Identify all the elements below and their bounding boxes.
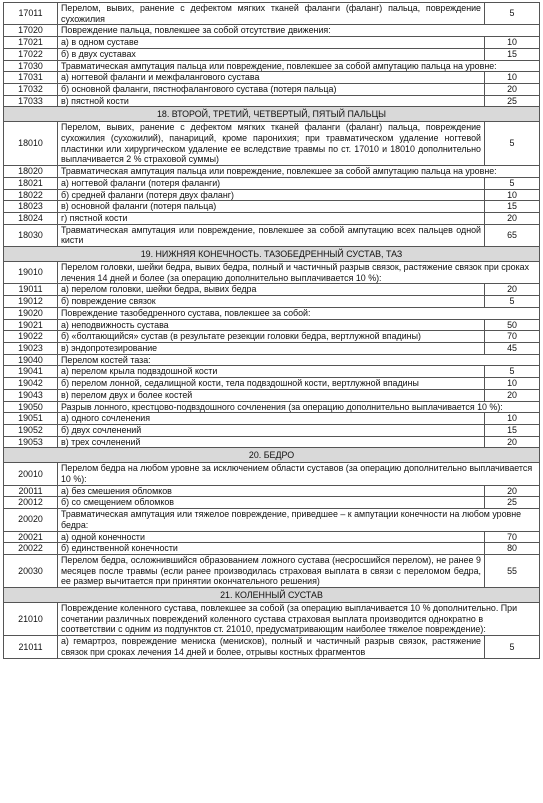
payment-percent: 5 [485, 296, 540, 308]
payment-percent: 25 [485, 497, 540, 509]
article-code: 19050 [4, 401, 58, 413]
article-code: 21010 [4, 603, 58, 636]
article-description: а) неподвижность сустава [58, 319, 485, 331]
article-code: 19043 [4, 389, 58, 401]
table-row [4, 95, 540, 107]
article-description: а) перелом крыла подвздошной кости [58, 366, 485, 378]
section-header-row [4, 107, 540, 122]
article-description: Травматическая ампутация или повреждение, повлекшее за собой ампутацию всех пальцев одной кисти [58, 224, 485, 246]
table-row [4, 83, 540, 95]
table-row [4, 284, 540, 296]
article-description: б) средней фаланги (потеря двух фаланг) [58, 189, 485, 201]
section-header-row [4, 247, 540, 262]
table-row [4, 636, 540, 658]
payment-percent: 15 [485, 424, 540, 436]
article-description: Травматическая ампутация пальца или повреждение, повлекшее за собой ампутацию пальца на уровне: [58, 60, 540, 72]
article-description: Перелом бедра на любом уровне за исключением области суставов (за операцию дополнительно выплачивается 10 %): [58, 463, 540, 485]
article-code: 19010 [4, 262, 58, 284]
payment-percent: 20 [485, 485, 540, 497]
article-description: в) пястной кости [58, 95, 485, 107]
article-description: Повреждение пальца, повлекшее за собой отсутствие движения: [58, 25, 540, 37]
payment-percent: 45 [485, 342, 540, 354]
article-description: Повреждение коленного сустава, повлекшее за собой (за операцию выплачивается 10 % дополнительно. При сочетании различных повреждений коленного сустава страховая выплата производится однократно в соответствии с одним из подпунктов ст. 21010, предусматривающим наиболее тяжелое повреждение): [58, 603, 540, 636]
article-description: в) эндопротезирование [58, 342, 485, 354]
table-row [4, 509, 540, 531]
article-code: 19053 [4, 436, 58, 448]
article-code: 17031 [4, 72, 58, 84]
article-description: Перелом бедра, осложнившийся образованием ложного сустава (несросшийся перелом), не ранее 9 месяцев после травмы (если ранее производилась страховая выплата в связи с переломом бедра, ее размер вычитается при принятии окончательного решения) [58, 554, 485, 587]
article-description: б) перелом лонной, седалищной кости, тела подвздошной кости, вертлужной впадины [58, 378, 485, 390]
table-row [4, 463, 540, 485]
payment-percent: 20 [485, 389, 540, 401]
section-title: 19. НИЖНЯЯ КОНЕЧНОСТЬ. ТАЗОБЕДРЕННЫЙ СУСТАВ, ТАЗ [4, 247, 540, 262]
payment-percent: 15 [485, 48, 540, 60]
table-row [4, 342, 540, 354]
payment-percent: 55 [485, 554, 540, 587]
table-row [4, 331, 540, 343]
payment-percent: 5 [485, 122, 540, 166]
table-row [4, 531, 540, 543]
article-description: а) ногтевой фаланги и межфалангового сустава [58, 72, 485, 84]
article-code: 20022 [4, 543, 58, 555]
table-row [4, 3, 540, 25]
section-header-row [4, 448, 540, 463]
table-row [4, 378, 540, 390]
payment-percent: 70 [485, 331, 540, 343]
article-code: 19041 [4, 366, 58, 378]
table-row [4, 25, 540, 37]
article-code: 19042 [4, 378, 58, 390]
article-code: 18022 [4, 189, 58, 201]
article-description: в) трех сочленений [58, 436, 485, 448]
article-code: 17021 [4, 37, 58, 49]
section-header-row [4, 588, 540, 603]
article-description: в) перелом двух и более костей [58, 389, 485, 401]
article-description: а) перелом головки, шейки бедра, вывих бедра [58, 284, 485, 296]
table-row [4, 366, 540, 378]
table-row [4, 224, 540, 246]
table-row [4, 262, 540, 284]
table-row [4, 424, 540, 436]
article-description: а) одной конечности [58, 531, 485, 543]
article-code: 19022 [4, 331, 58, 343]
article-code: 18024 [4, 212, 58, 224]
article-description: а) без смешения обломков [58, 485, 485, 497]
section-title: 18. ВТОРОЙ, ТРЕТИЙ, ЧЕТВЕРТЫЙ, ПЯТЫЙ ПАЛЬЦЫ [4, 107, 540, 122]
payment-percent: 50 [485, 319, 540, 331]
article-code: 20021 [4, 531, 58, 543]
payment-percent: 10 [485, 189, 540, 201]
article-description: а) в одном суставе [58, 37, 485, 49]
article-code: 18023 [4, 201, 58, 213]
article-code: 18020 [4, 166, 58, 178]
table-row [4, 543, 540, 555]
payment-percent: 10 [485, 37, 540, 49]
article-code: 19040 [4, 354, 58, 366]
article-code: 19012 [4, 296, 58, 308]
payment-percent: 70 [485, 531, 540, 543]
article-code: 19023 [4, 342, 58, 354]
table-row [4, 319, 540, 331]
payment-percent: 5 [485, 3, 540, 25]
payment-percent: 20 [485, 83, 540, 95]
table-row [4, 389, 540, 401]
table-row [4, 166, 540, 178]
payment-percent: 5 [485, 177, 540, 189]
table-row [4, 48, 540, 60]
table-row [4, 354, 540, 366]
table-row [4, 212, 540, 224]
table-row [4, 72, 540, 84]
injury-payment-table [3, 2, 540, 659]
table-row [4, 189, 540, 201]
table-row [4, 296, 540, 308]
article-description: б) «болтающийся» сустав (в результате резекции головки бедра, вертлужной впадины) [58, 331, 485, 343]
table-row [4, 401, 540, 413]
payment-percent: 5 [485, 636, 540, 658]
article-code: 17011 [4, 3, 58, 25]
table-row [4, 201, 540, 213]
article-code: 17022 [4, 48, 58, 60]
article-description: б) основной фаланги, пястнофалангового сустава (потеря пальца) [58, 83, 485, 95]
article-description: а) одного сочленения [58, 413, 485, 425]
table-row [4, 177, 540, 189]
table-row [4, 60, 540, 72]
article-code: 21011 [4, 636, 58, 658]
table-row [4, 122, 540, 166]
article-code: 20020 [4, 509, 58, 531]
payment-percent: 10 [485, 72, 540, 84]
payment-percent: 65 [485, 224, 540, 246]
article-code: 18021 [4, 177, 58, 189]
article-description: в) основной фаланги (потеря пальца) [58, 201, 485, 213]
table-row [4, 37, 540, 49]
payment-percent: 80 [485, 543, 540, 555]
article-description: Повреждение тазобедренного сустава, повлекшее за собой: [58, 307, 540, 319]
article-description: а) ногтевой фаланги (потеря фаланги) [58, 177, 485, 189]
article-code: 18030 [4, 224, 58, 246]
table-body [4, 3, 540, 659]
article-description: Травматическая ампутация пальца или повреждение, повлекшее за собой ампутацию пальца на уровне: [58, 166, 540, 178]
article-code: 19011 [4, 284, 58, 296]
article-description: б) повреждение связок [58, 296, 485, 308]
payment-percent: 5 [485, 366, 540, 378]
article-description: Перелом, вывих, ранение с дефектом мягких тканей фаланги (фаланг) пальца, повреждение сухожилия (сухожилий), панариций, кроме паронихия; при травматическом удаление ногтевой пластинки или хирургическом удаление ее вследствие травмы по ст. 17010 и 18010 дополнительно выплачивается 2 % страховой суммы) [58, 122, 485, 166]
article-description: Перелом, вывих, ранение с дефектом мягких тканей фаланги (фаланг) пальца, повреждение сухожилия [58, 3, 485, 25]
article-description: а) гемартроз, повреждение мениска (менисков), полный и частичный разрыв связок, растяжение связок при сроках лечения 14 дней и более, отрывы костных фрагментов [58, 636, 485, 658]
payment-percent: 20 [485, 436, 540, 448]
payment-percent: 25 [485, 95, 540, 107]
article-description: Перелом головки, шейки бедра, вывих бедра, полный и частичный разрыв связок, растяжение связок при сроках лечения 14 дней и более (за операцию дополнительно выплачивается 10 %): [58, 262, 540, 284]
payment-percent: 20 [485, 212, 540, 224]
table-row [4, 307, 540, 319]
article-code: 19021 [4, 319, 58, 331]
article-description: Травматическая ампутация или тяжелое повреждение, приведшее – к ампутации конечности на любом уровне бедра: [58, 509, 540, 531]
payment-percent: 20 [485, 284, 540, 296]
table-row [4, 413, 540, 425]
article-code: 19051 [4, 413, 58, 425]
table-row [4, 436, 540, 448]
article-code: 20010 [4, 463, 58, 485]
article-code: 20012 [4, 497, 58, 509]
article-description: б) единственной конечности [58, 543, 485, 555]
table-row [4, 497, 540, 509]
article-description: г) пястной кости [58, 212, 485, 224]
article-code: 19020 [4, 307, 58, 319]
article-description: б) в двух суставах [58, 48, 485, 60]
article-code: 17030 [4, 60, 58, 72]
section-title: 20. БЕДРО [4, 448, 540, 463]
payment-percent: 15 [485, 201, 540, 213]
table-row [4, 554, 540, 587]
article-code: 17032 [4, 83, 58, 95]
section-title: 21. КОЛЕННЫЙ СУСТАВ [4, 588, 540, 603]
article-description: б) со смещением обломков [58, 497, 485, 509]
article-code: 20011 [4, 485, 58, 497]
article-code: 18010 [4, 122, 58, 166]
payment-percent: 10 [485, 413, 540, 425]
article-code: 17020 [4, 25, 58, 37]
payment-percent: 10 [485, 378, 540, 390]
article-code: 17033 [4, 95, 58, 107]
article-description: Перелом костей таза: [58, 354, 540, 366]
article-description: Разрыв лонного, крестцово-подвздошного сочленения (за операцию дополнительно выплачивается 10 %): [58, 401, 540, 413]
article-description: б) двух сочленений [58, 424, 485, 436]
article-code: 19052 [4, 424, 58, 436]
table-row [4, 485, 540, 497]
article-code: 20030 [4, 554, 58, 587]
table-row [4, 603, 540, 636]
